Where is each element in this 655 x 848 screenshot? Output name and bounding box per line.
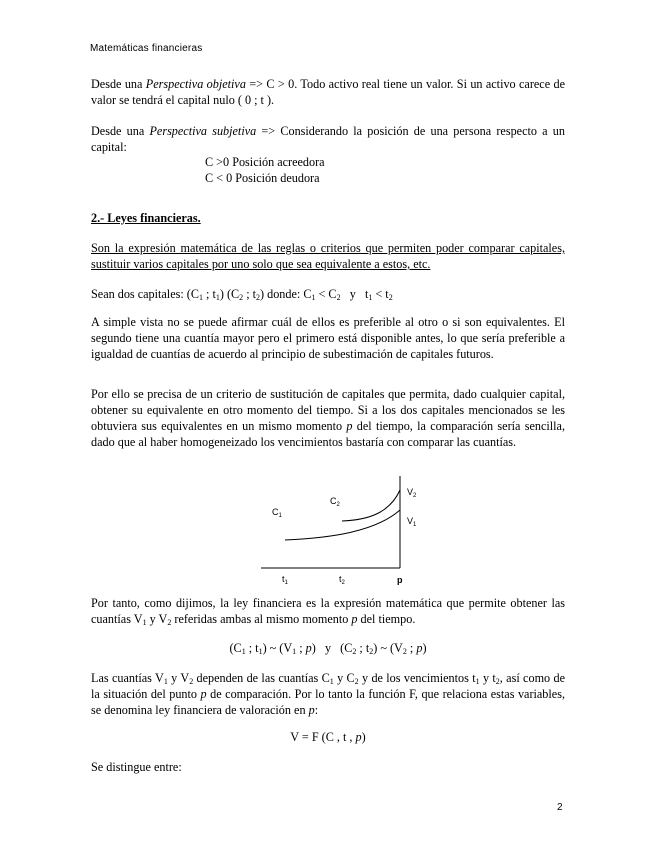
paragraph-substitution: Por ello se precisa de un criterio de sustitución de capitales que permita, dado cualquier capital, obtener su equivalente en otro momento del tiempo. Si a los dos capitales mencionados se les obtuviera sus equivalentes en un mismo momento p del tiempo, la comparación sería sencilla, dado que al haber homogeneizado los vencimientos bastaría con comparar las cuantías. — [91, 387, 565, 449]
paragraph-dependence: Las cuantías $V_1$ y $V_2$ dependen de las cuantías $C_1$ y $C_2$ y de los vencimientos $t_1$ y $t_2$, así como de la situación del punto p de comparación. Por lo tanto la función F, que relaciona estas variables, se denomina ley financiera de valoración en p: — [91, 671, 565, 717]
valuation-law-equation: V = F (C , t , p) — [290, 730, 366, 744]
position-creditor: C >0 Posición acreedora — [205, 155, 325, 169]
paragraph-simple-view: A simple vista no se puede afirmar cuál de ellos es preferible al otro o si son equivalentes. El segundo tiene una cuantía mayor pero el primero está disponible antes, lo que sería preferible a igualdad de cuantías de acuerdo al principio de subestimación de capitales futuros. — [91, 315, 565, 361]
section-heading: 2.- Leyes financieras. — [91, 211, 201, 225]
position-debtor: C < 0 Posición deudora — [205, 171, 320, 185]
paragraph-distinguish: Se distingue entre: — [91, 760, 182, 774]
label-v2: $V_2$ — [407, 487, 417, 499]
equivalence-equation: ($C_1$ ; $t_1$) ~ ($V_1$ ; p) y ($C_2$ ; $t_2$) ~ ($V_2$ ; p) — [229, 641, 427, 656]
definition-paragraph: Son la expresión matemática de las reglas o criterios que permiten poder comparar capitales, sustituir varios capitales por uno solo que sea equivalente a estos, etc. — [91, 241, 565, 271]
two-capitals-sentence: Sean dos capitales: ($C_1$ ; $t_1$) ($C_2$ ; $t_2$) donde: $C_1 < C_2$ y $t_1 < t_2$ — [91, 287, 393, 302]
label-v1: $V_1$ — [407, 516, 417, 528]
running-header: Matemáticas financieras — [90, 43, 203, 54]
label-c1: $C_1$ — [272, 507, 282, 519]
page-number: 2 — [557, 802, 563, 813]
label-p: p — [397, 575, 403, 585]
label-t2: $t_2$ — [339, 574, 345, 586]
curve-c1-to-v1 — [285, 510, 400, 540]
label-c2: $C_2$ — [330, 496, 340, 508]
paragraph-subjective: Desde una Perspectiva subjetiva => Considerando la posición de una persona respecto a un capital: — [91, 124, 565, 154]
paragraph-financial-law: Por tanto, como dijimos, la ley financiera es la expresión matemática que permite obtener las cuantías $V_1$ y $V_2$ referidas ambas al mismo momento p del tiempo. — [91, 596, 565, 627]
label-t1: $t_1$ — [282, 574, 288, 586]
paragraph-objective: Desde una Perspectiva objetiva => C > 0. Todo activo real tiene un valor. Si un activo carece de valor se tendrá el capital nulo ( 0 ; t ). — [91, 77, 565, 107]
